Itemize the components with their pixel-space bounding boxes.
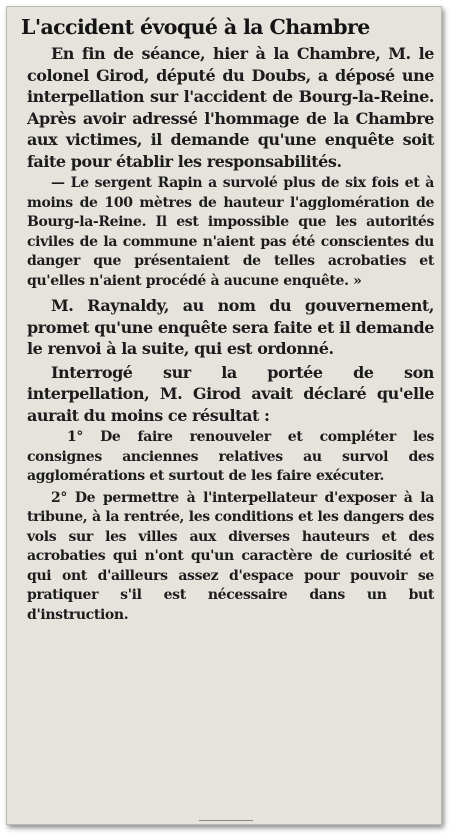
list-item-1: 1° De faire renouveler et compléter les consignes anciennes relatives au survol des agglomérations et surtout de les faire exécuter. <box>27 429 434 484</box>
article-body <box>27 43 434 625</box>
footer-rule <box>199 820 253 821</box>
article-paragraph-1: En fin de séance, hier à la Chambre, M. le colonel Girod, député du Doubs, a déposé une interpellation sur l'accident de Bourg-la-Reine. Après avoir adressé l'hommage de la Chambre aux victimes, il demande qu'une enquête soit faite pour établir les responsabilités. <box>27 44 434 171</box>
article-paragraph-3: M. Raynaldy, au nom du gouvernement, promet qu'une enquête sera faite et il demande le renvoi à la suite, qui est ordonné. <box>27 296 434 358</box>
newspaper-clipping <box>6 6 442 825</box>
article-quote: — Le sergent Rapin a survolé plus de six fois et à moins de 100 mètres de hauteur l'agglomération de Bourg-la-Reine. Il est impossible que les autorités civiles de la commune n'aient pas été conscientes du danger que présentaient de telles acrobaties et qu'elles n'aient procédé à aucune enquête. » <box>27 175 434 289</box>
article-headline: L'accident évoqué à la Chambre <box>21 15 370 39</box>
article-paragraph-4: Interrogé sur la portée de son interpellation, M. Girod avait déclaré qu'elle aurait du moins ce résultat : <box>27 362 434 425</box>
list-item-2: 2° De permettre à l'interpellateur d'exposer à la tribune, à la rentrée, les conditions et les dangers des vols sur les villes aux diverses hauteurs et des acrobaties qui n'ont qu'un caractère de curiosité et qui ont d'ailleurs assez d'espace pour pouvoir se pratiquer s'il est nécessaire dans un but d'instruction. <box>27 489 434 623</box>
